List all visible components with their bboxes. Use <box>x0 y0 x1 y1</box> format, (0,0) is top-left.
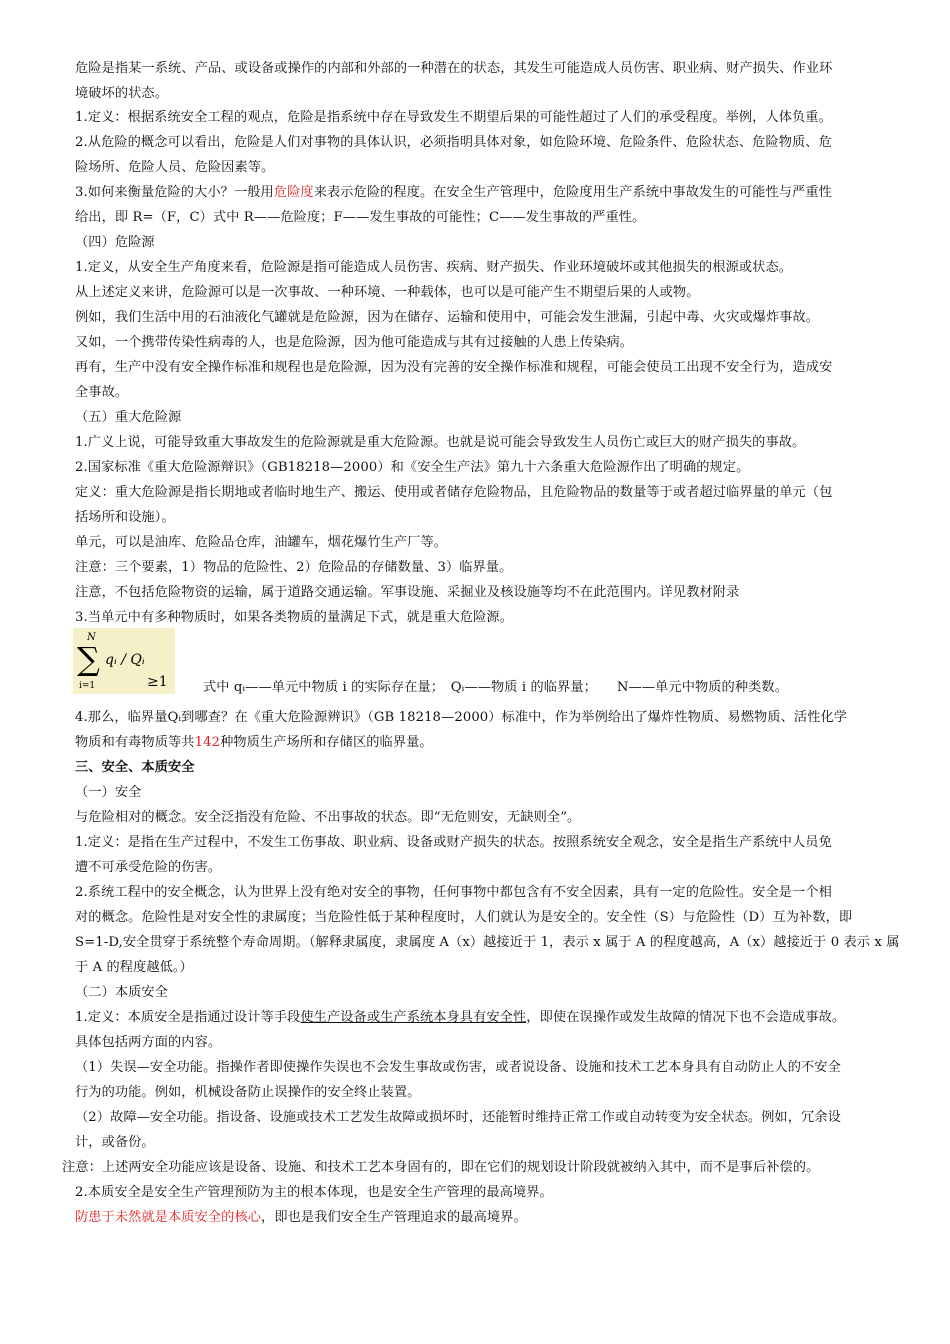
text-line: 对的概念。危险性是对安全性的隶属度；当危险性低于某种程度时，人们就认为是安全的。安全性（S）与危险性（D）互为补数，即 <box>75 910 853 925</box>
text-line: （1）失误—安全功能。指操作者即使操作失误也不会发生事故或伤害，或者说设备、设施和技术工艺本身具有自动防止人的不安全 <box>75 1060 841 1075</box>
text-line <box>75 1206 900 1231</box>
text-line: S=1-D,安全贯穿于系统整个寿命周期。（解释隶属度，隶属度 A（x）越接近于 1，表示 x 属于 A 的程度越高，A（x）越接近于 0 表示 x 属 <box>75 935 900 950</box>
highlight-core-statement: 防患于未然就是本质安全的核心 <box>75 1210 262 1225</box>
text-segment: 3.如何来衡量危险的大小？一般用 <box>75 185 274 200</box>
text-line: （2）故障—安全功能。指设备、设施或技术工艺发生故障或损坏时，还能暂时维持正常工作或自动转变为安全状态。例如，冗余设 <box>75 1110 841 1125</box>
text-line: 遭不可承受危险的伤害。 <box>75 860 222 875</box>
text-line: 2.本质安全是安全生产管理预防为主的根本体现，也是安全生产管理的最高境界。 <box>75 1185 553 1200</box>
text-segment: 物质和有毒物质等共 <box>75 735 195 750</box>
section-heading-major-hazard: （五）重大危险源 <box>75 410 182 425</box>
text-line <box>75 181 900 206</box>
section-heading-safety: （一）安全 <box>75 785 142 800</box>
text-line: 2.系统工程中的安全概念，认为世界上没有绝对安全的事物，任何事物中都包含有不安全因素，具有一定的危险性。安全是一个相 <box>75 885 832 900</box>
formula-term: qᵢ / Qᵢ <box>105 652 145 668</box>
text-line: 单元，可以是油库、危险品仓库，油罐车，烟花爆竹生产厂等。 <box>75 535 448 550</box>
text-segment: 1.定义：本质安全是指通过设计等手段 <box>75 1010 301 1025</box>
text-line: 于 A 的程度越低。） <box>75 960 193 975</box>
para-danger-definition <box>75 57 900 82</box>
text-segment: 种物质生产场所和存储区的临界量。 <box>220 735 433 750</box>
summation-formula <box>73 628 175 694</box>
text-segment: ，即也是我们安全生产管理追求的最高境界。 <box>261 1210 527 1225</box>
text-line: 2.从危险的概念可以看出，危险是人们对事物的具体认识，必须指明具体对象，如危险环境、危险条件、危险状态、危险物质、危 <box>75 135 832 150</box>
text-line <box>75 731 900 756</box>
text-line: 又如，一个携带传染性病毒的人，也是危险源，因为他可能造成与其有过接触的人患上传染病。 <box>75 335 634 350</box>
underlined-phrase: 使生产设备或生产系统本身具有安全性 <box>300 1010 527 1025</box>
text-line: 1.定义，从安全生产角度来看，危险源是指可能造成人员伤害、疾病、财产损失、作业环境破坏或其他损失的根源或状态。 <box>75 260 793 275</box>
text-line <box>75 1006 900 1031</box>
text-line: 从上述定义来讲，危险源可以是一次事故、一种环境、一种载体，也可以是可能产生不期望后果的人或物。 <box>75 285 700 300</box>
chapter-heading-safety: 三、安全、本质安全 <box>75 760 195 775</box>
section-heading-hazard-source: （四）危险源 <box>75 235 155 250</box>
text-line: 具体包括两方面的内容。 <box>75 1035 222 1050</box>
formula-image <box>73 628 175 694</box>
text-segment: ，即使在误操作或发生故障的情况下也不会造成事故。 <box>526 1010 846 1025</box>
text-line: 定义：重大危险源是指长期地或者临时地生产、搬运、使用或者储存危险物品，且危险物品的数量等于或者超过临界量的单元（包 <box>75 485 833 500</box>
formula-upper-limit: N <box>87 632 96 643</box>
formula-legend: 式中 qᵢ——单元中物质 i 的实际存在量； Qᵢ——物质 i 的临界量； N——单元中物质的种类数。 <box>203 680 788 695</box>
text-line: 2.国家标准《重大危险源辩识》（GB18218—2000）和《安全生产法》第九十六条重大危险源作出了明确的规定。 <box>75 460 750 475</box>
text-line: 注意：上述两安全功能应该是设备、设施、和技术工艺本身固有的，即在它们的规划设计阶段就被纳入其中，而不是事后补偿的。 <box>62 1160 820 1175</box>
text-line: 危险是指某一系统、产品、或设备或操作的内部和外部的一种潜在的状态，其发生可能造成人员伤害、职业病、财产损失、作业环 <box>75 61 833 76</box>
text-line: 全事故。 <box>75 385 129 400</box>
text-line: 4.那么，临界量Qᵢ到哪查？在《重大危险源辨识》（GB 18218—2000）标准中，作为举例给出了爆炸性物质、易燃物质、活性化学 <box>75 710 848 725</box>
text-line: 险场所、危险人员、危险因素等。 <box>75 160 275 175</box>
text-line: 注意，不包括危险物资的运输，属于道路交通运输。军事设施、采掘业及核设施等均不在此范围内。详见教材附录 <box>75 585 740 600</box>
text-line: 3.当单元中有多种物质时，如果各类物质的量满足下式，就是重大危险源。 <box>75 610 513 625</box>
text-line: 1.广义上说，可能导致重大事故发生的危险源就是重大危险源。也就是说可能会导致发生人员伤亡或巨大的财产损失的事故。 <box>75 435 806 450</box>
text-line: 计，或备份。 <box>75 1135 155 1150</box>
text-line: 1.定义：根据系统安全工程的观点，危险是指系统中存在导致发生不期望后果的可能性超过了人们的承受程度。举例，人体负重。 <box>75 110 832 125</box>
formula-lower-limit: i=1 <box>79 681 96 691</box>
formula-relation: ≥1 <box>147 674 168 690</box>
highlight-danger-degree: 危险度 <box>273 185 314 200</box>
text-line: 再有，生产中没有安全操作标准和规程也是危险源，因为没有完善的安全操作标准和规程，可能会使员工出现不安全行为，造成安 <box>75 360 833 375</box>
text-segment: 来表示危险的程度。在安全生产管理中，危险度用生产系统中事故发生的可能性与严重性 <box>313 185 832 200</box>
sigma-symbol: ∑ <box>77 640 100 678</box>
highlight-count: 142 <box>194 735 221 750</box>
text-line: 注意：三个要素，1）物品的危险性、2）危险品的存储数量、3）临界量。 <box>75 560 513 575</box>
text-line: 行为的功能。例如，机械设备防止误操作的安全终止装置。 <box>75 1085 421 1100</box>
text-line: 例如，我们生活中用的石油液化气罐就是危险源，因为在储存、运输和使用中，可能会发生泄漏，引起中毒、火灾或爆炸事故。 <box>75 310 820 325</box>
section-heading-intrinsic-safety: （二）本质安全 <box>75 985 169 1000</box>
text-line: 境破坏的状态。 <box>75 86 169 101</box>
text-line: 1.定义：是指在生产过程中，不发生工伤事故、职业病、设备或财产损失的状态。按照系统安全观念，安全是指生产系统中人员免 <box>75 835 832 850</box>
text-line: 给出，即 R=（F，C）式中 R——危险度；F——发生事故的可能性；C——发生事故的严重性。 <box>75 210 646 225</box>
text-line: 与危险相对的概念。安全泛指没有危险、不出事故的状态。即“无危则安，无缺则全”。 <box>75 810 581 825</box>
text-line: 括场所和设施）。 <box>75 510 175 525</box>
